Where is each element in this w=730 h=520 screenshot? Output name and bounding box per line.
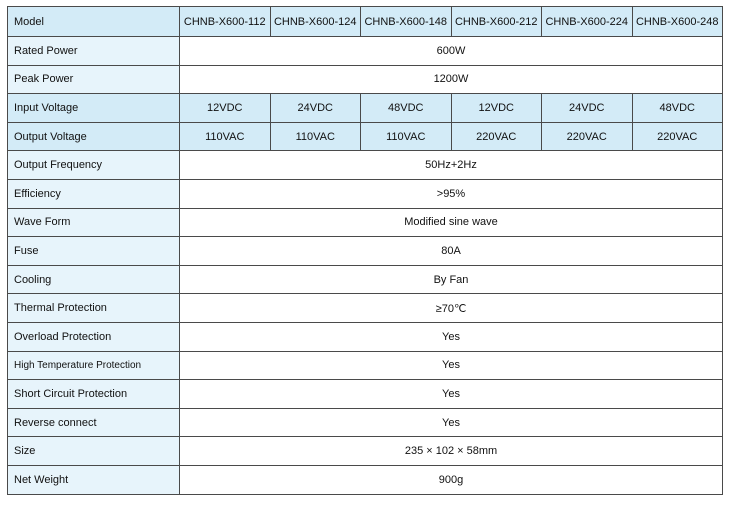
- row-label: Size: [8, 437, 180, 466]
- row-label: High Temperature Protection: [8, 351, 180, 380]
- table-row: [8, 437, 723, 466]
- table-row: [8, 351, 723, 380]
- table-row: [8, 237, 723, 266]
- row-label: Output Frequency: [8, 151, 180, 180]
- row-value: Yes: [180, 408, 723, 437]
- table-row: [8, 122, 723, 151]
- row-label: Short Circuit Protection: [8, 380, 180, 409]
- row-value: 80A: [180, 237, 723, 266]
- row-value: 24VDC: [542, 94, 633, 123]
- model-header: CHNB-X600-248: [632, 7, 723, 37]
- table-row: [8, 265, 723, 294]
- table-row: [8, 151, 723, 180]
- row-label: Wave Form: [8, 208, 180, 237]
- row-value: >95%: [180, 179, 723, 208]
- model-header: CHNB-X600-124: [270, 7, 361, 37]
- model-header: CHNB-X600-148: [361, 7, 452, 37]
- model-header: CHNB-X600-112: [180, 7, 271, 37]
- table-row: [8, 37, 723, 66]
- row-value: 50Hz+2Hz: [180, 151, 723, 180]
- table-row: [8, 65, 723, 94]
- row-value: 220VAC: [451, 122, 542, 151]
- row-value: By Fan: [180, 265, 723, 294]
- row-value: 1200W: [180, 65, 723, 94]
- row-value: 235 × 102 × 58mm: [180, 437, 723, 466]
- row-value: Modified sine wave: [180, 208, 723, 237]
- row-label: Rated Power: [8, 37, 180, 66]
- table-row: [8, 380, 723, 409]
- row-value: 600W: [180, 37, 723, 66]
- row-label: Efficiency: [8, 179, 180, 208]
- row-value: Yes: [180, 322, 723, 351]
- model-header: CHNB-X600-212: [451, 7, 542, 37]
- row-label: Input Voltage: [8, 94, 180, 123]
- header-label: Model: [8, 7, 180, 37]
- row-value: 220VAC: [542, 122, 633, 151]
- row-value: 48VDC: [632, 94, 723, 123]
- row-label: Peak Power: [8, 65, 180, 94]
- row-value: 24VDC: [270, 94, 361, 123]
- row-value: Yes: [180, 380, 723, 409]
- table-row: [8, 94, 723, 123]
- row-value: 110VAC: [180, 122, 271, 151]
- row-value: 220VAC: [632, 122, 723, 151]
- table-row: [8, 465, 723, 494]
- model-header: CHNB-X600-224: [542, 7, 633, 37]
- row-label: Reverse connect: [8, 408, 180, 437]
- table-row: [8, 208, 723, 237]
- row-value: Yes: [180, 351, 723, 380]
- row-label: Cooling: [8, 265, 180, 294]
- table-row: [8, 408, 723, 437]
- row-value: ≥70℃: [180, 294, 723, 323]
- row-label: Fuse: [8, 237, 180, 266]
- row-value: 900g: [180, 465, 723, 494]
- row-label: Net Weight: [8, 465, 180, 494]
- table-row: [8, 322, 723, 351]
- row-label: Output Voltage: [8, 122, 180, 151]
- row-value: 110VAC: [270, 122, 361, 151]
- row-value: 48VDC: [361, 94, 452, 123]
- row-label: Overload Protection: [8, 322, 180, 351]
- row-value: 12VDC: [451, 94, 542, 123]
- row-label: Thermal Protection: [8, 294, 180, 323]
- header-row: [8, 7, 723, 37]
- row-value: 110VAC: [361, 122, 452, 151]
- spec-table: [7, 6, 723, 495]
- table-row: [8, 294, 723, 323]
- table-row: [8, 179, 723, 208]
- row-value: 12VDC: [180, 94, 271, 123]
